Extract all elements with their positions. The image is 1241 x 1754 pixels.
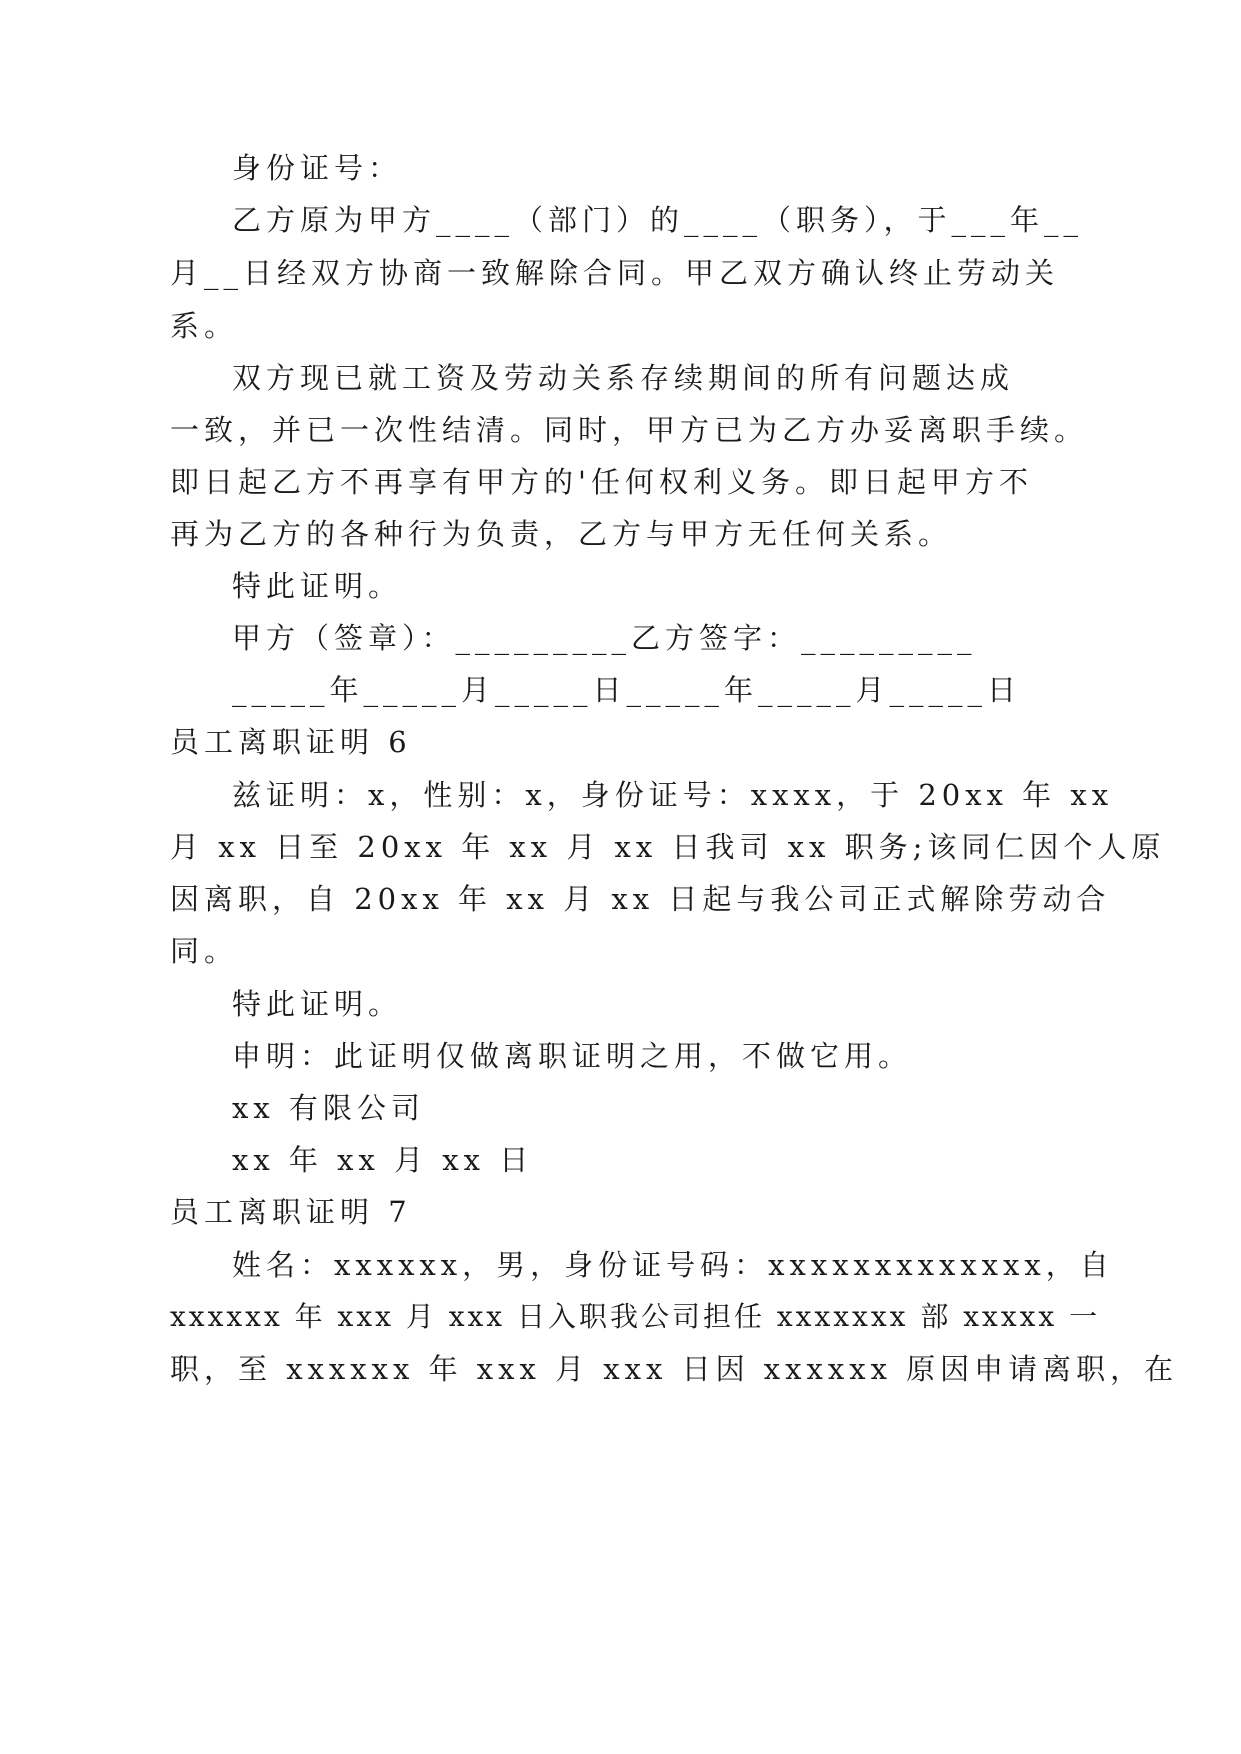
certificate-body-line: 姓名：xxxxxx，男，身份证号码：xxxxxxxxxxxxx，自 [232,1248,1114,1282]
certificate-date: xx 年 xx 月 xx 日 [232,1143,534,1177]
certificate-body-line: 职，至 xxxxxx 年 xxx 月 xxx 日因 xxxxxx 原因申请离职，在 [170,1352,1179,1386]
settlement-paragraph-line: 一致，并已一次性结清。同时，甲方已为乙方办妥离职手续。 [170,413,1089,447]
certificate-body-line: 兹证明：x，性别：x，身份证号：xxxx，于 20xx 年 xx [232,778,1114,812]
section-heading: 员工离职证明 7 [170,1195,412,1229]
statement-text: 申明：此证明仅做离职证明之用，不做它用。 [232,1039,913,1073]
termination-paragraph-line: 乙方原为甲方____（部门）的____（职务），于___年__ [232,203,1084,237]
certificate-body-line: 同。 [170,934,239,968]
closing-text: 特此证明。 [232,569,403,603]
termination-paragraph-line: 系。 [170,309,239,343]
settlement-paragraph-line: 双方现已就工资及劳动关系存续期间的所有问题达成 [232,361,1015,395]
certificate-body-line: xxxxxx 年 xxx 月 xxx 日入职我公司担任 xxxxxxx 部 xxxxx 一 [170,1300,1101,1333]
settlement-paragraph-line: 即日起乙方不再享有甲方的'任何权利义务。即日起甲方不 [170,465,1033,499]
company-name: xx 有限公司 [232,1091,425,1125]
closing-text: 特此证明。 [232,987,403,1021]
id-number-label: 身份证号： [232,151,403,185]
section-heading: 员工离职证明 6 [170,725,412,759]
certificate-body-line: 因离职，自 20xx 年 xx 月 xx 日起与我公司正式解除劳动合 [170,882,1111,916]
date-line: _____年_____月_____日_____年_____月_____日 [232,673,1022,707]
termination-paragraph-line: 月__日经双方协商一致解除合同。甲乙双方确认终止劳动关 [170,256,1060,290]
signature-line: 甲方（签章）：_________乙方签字：_________ [232,621,977,655]
certificate-body-line: 月 xx 日至 20xx 年 xx 月 xx 日我司 xx 职务;该同仁因个人原 [170,830,1166,864]
settlement-paragraph-line: 再为乙方的各种行为负责，乙方与甲方无任何关系。 [170,517,953,551]
